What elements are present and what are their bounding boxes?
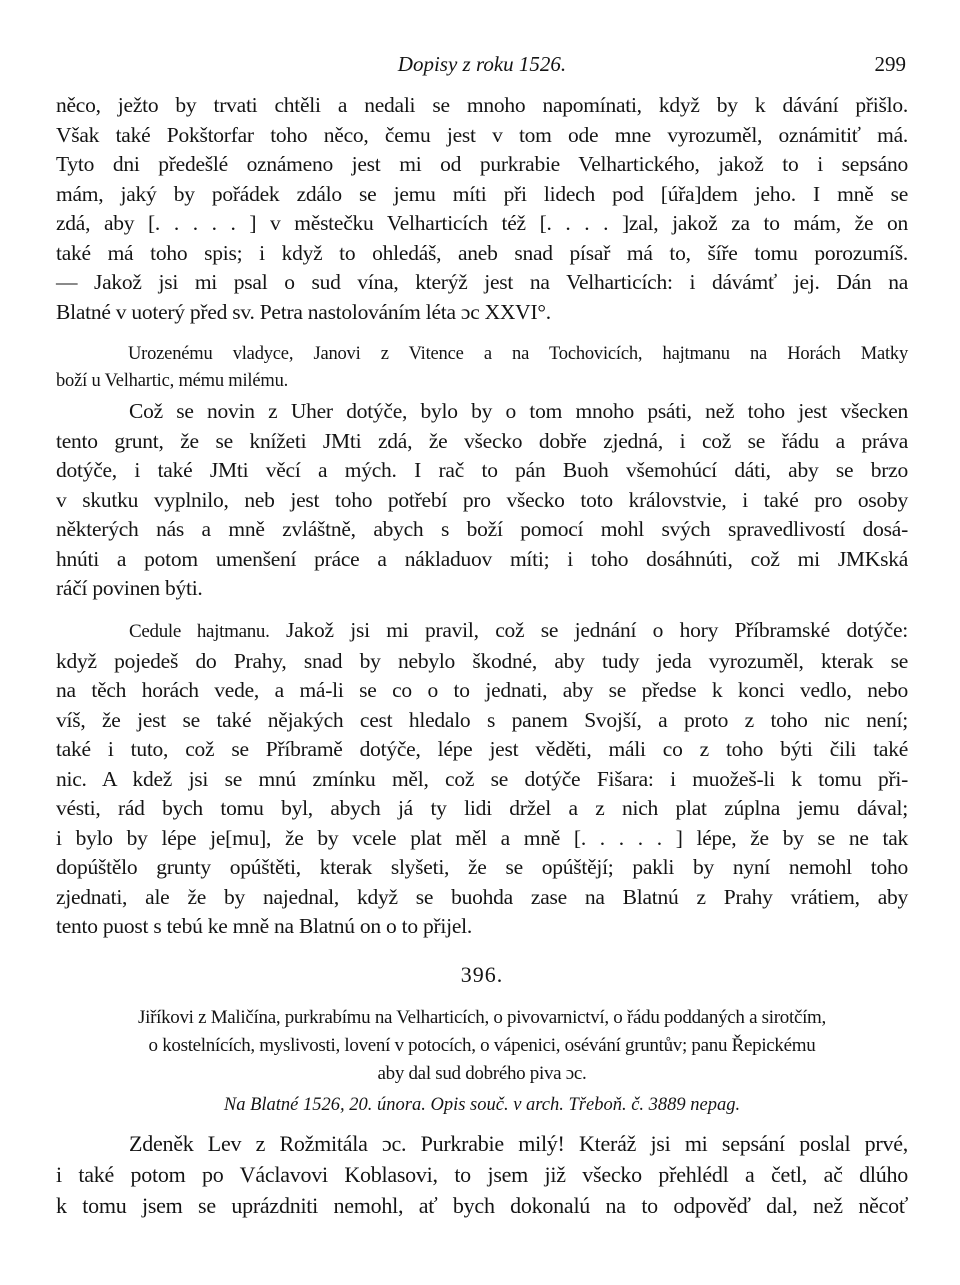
summary-line: aby dal sud dobrého piva ɔc. (377, 1063, 587, 1084)
text-line: na těch horách vede, a má-li se co o to jednati, aby se předse k konci vedlo, nebo (56, 678, 908, 702)
summary-line: Jiříkovi z Maličína, purkrabímu na Velharticích, o pivovarnictví, o řádu poddaných a sirotčím, (138, 1007, 826, 1028)
page-header (56, 50, 908, 78)
cedule-label: Cedule hajtmanu. (129, 621, 270, 642)
document-page (56, 0, 908, 1285)
text-line: v skutku vyplnilo, neb jest toho potřebí pro všecko toto královstvie, i také pro osoby (56, 487, 908, 512)
text-line: když pojedeš do Prahy, snad by nebylo škodné, aby tudy jeda vyrozuměl, kterak se (56, 648, 908, 673)
text-line: k tomu jsem se uprázdniti nemohl, ať bych dokonalú na to odpověď dal, než něcoť (56, 1193, 908, 1218)
address-line: boží u Velhartic, mému milému. (56, 371, 289, 391)
document-summary (56, 1004, 908, 1088)
text-line: Což se novin z Uher dotýče, bylo by o tom mnoho psáti, než toho jest všecken (129, 399, 908, 423)
text-line (56, 616, 908, 647)
text-line: — Jakož jsi mi psal o sud vína, kterýž jest na Velharticích: i dávámť jej. Dán na (56, 270, 908, 294)
text-line: ráčí povinen býti. (56, 576, 203, 600)
paragraph-letter-ending (56, 91, 908, 327)
summary-line: o kostelnících, myslivosti, lovení v potocích, o vápenici, osévání gruntův; panu Řepickému (148, 1035, 816, 1056)
document-number: 396. (460, 962, 504, 987)
page-number: 299 (874, 52, 906, 76)
text-line: zdá, aby [. . . . . ] v městečku Velharticích též [. . . . ]zal, jakož za to mám, že on (56, 211, 908, 235)
paragraph-cedule (56, 616, 908, 942)
text-line: i také potom po Václavovi Koblasovi, to jsem již všecko přehlédl a četl, ač dlúho (56, 1162, 908, 1187)
text-line: něco, ježto by trvati chtěli a nedali se mnoho napomínati, když by k dávání přišlo. (56, 93, 908, 117)
paragraph-news (56, 397, 908, 604)
text-line: Tyto dni předešlé oznámeno jest mi od purkrabie Velhartického, jakož to i sepsáno (56, 152, 908, 176)
text-line: dopúštělo grunty opúštěti, kterak slyšeti, že se opúštějí; pakli by nyní nemohl toho (56, 855, 908, 879)
text-line: také má toho spis; i když to ohledáš, aneb snad písař má to, šíře tomu porozumíš. (56, 240, 908, 265)
text-line: některých nás a mně zvláštně, abych s boží pomocí mohl svých spravedlivostí dosá- (56, 517, 908, 541)
text-line: Blatné v uoterý před sv. Petra nastolováním léta ɔc XXVI°. (56, 299, 551, 324)
letter-address (56, 341, 908, 395)
source-citation: Na Blatné 1526, 20. února. Opis souč. v arch. Třeboň. č. 3889 nepag. (223, 1095, 741, 1115)
text-line: také i tuto, což se Příbramě dotýče, lépe jest věděti, máli co z toho býti čili také (56, 737, 908, 761)
text-fragment: Jakož jsi mi pravil, což se jednání o hory Příbramské dotýče: (269, 618, 908, 642)
text-line: i bylo by lépe je[mu], že by vcele plat měl a mně [. . . . . ] lépe, že by se ne tak (56, 825, 908, 850)
text-line: hnúti a potom umenšení práce a nákladuov míti; i toho dosáhnúti, což mi JMKská (56, 546, 908, 571)
text-line: víš, že jest se také nějakých cest hledalo s panem Svojší, a proto z toho nic není; (56, 707, 908, 732)
address-line: Urozenému vladyce, Janovi z Vitence a na Tochovicích, hajtmanu na Horách Matky (128, 344, 908, 364)
text-line: tento grunt, že se knížeti JMti zdá, že všecko dobře zjedná, i což se řádu a práva (56, 428, 908, 453)
text-line: vésti, rád bych tomu byl, abych já ty lidi držel a z nich plat zúplna jemu dával; (56, 796, 908, 820)
text-line: zjednati, ale že by najednal, když se buohda zase na Blatnú z Prahy vrátiem, aby (56, 884, 908, 909)
text-line: nic. A kdež jsi se mnú zmínku měl, což se dotýče Fišara: i muožeš-li k tomu při- (56, 766, 908, 791)
text-line: tento puost s tebú ke mně na Blatnú on o to přijel. (56, 914, 472, 938)
text-line: Však také Pokštorfar toho něco, čemu jest v tom ode mne vyrozuměl, oznámitiť má. (56, 122, 908, 147)
paragraph-letter-start (56, 1128, 908, 1221)
text-line: mám, jaký by pořádek zdálo se jemu míti při lidech pod [úřa]dem jeho. I mně se (56, 181, 908, 206)
text-line: dotýče, i také JMti věcí a mých. I rač to pán Buoh všemohúcí dáti, aby se brzo (56, 458, 908, 482)
text-line: Zdeněk Lev z Rožmitála ɔc. Purkrabie milý! Kteráž jsi mi sepsání poslal prvé, (129, 1131, 908, 1156)
running-title: Dopisy z roku 1526. (397, 52, 567, 76)
